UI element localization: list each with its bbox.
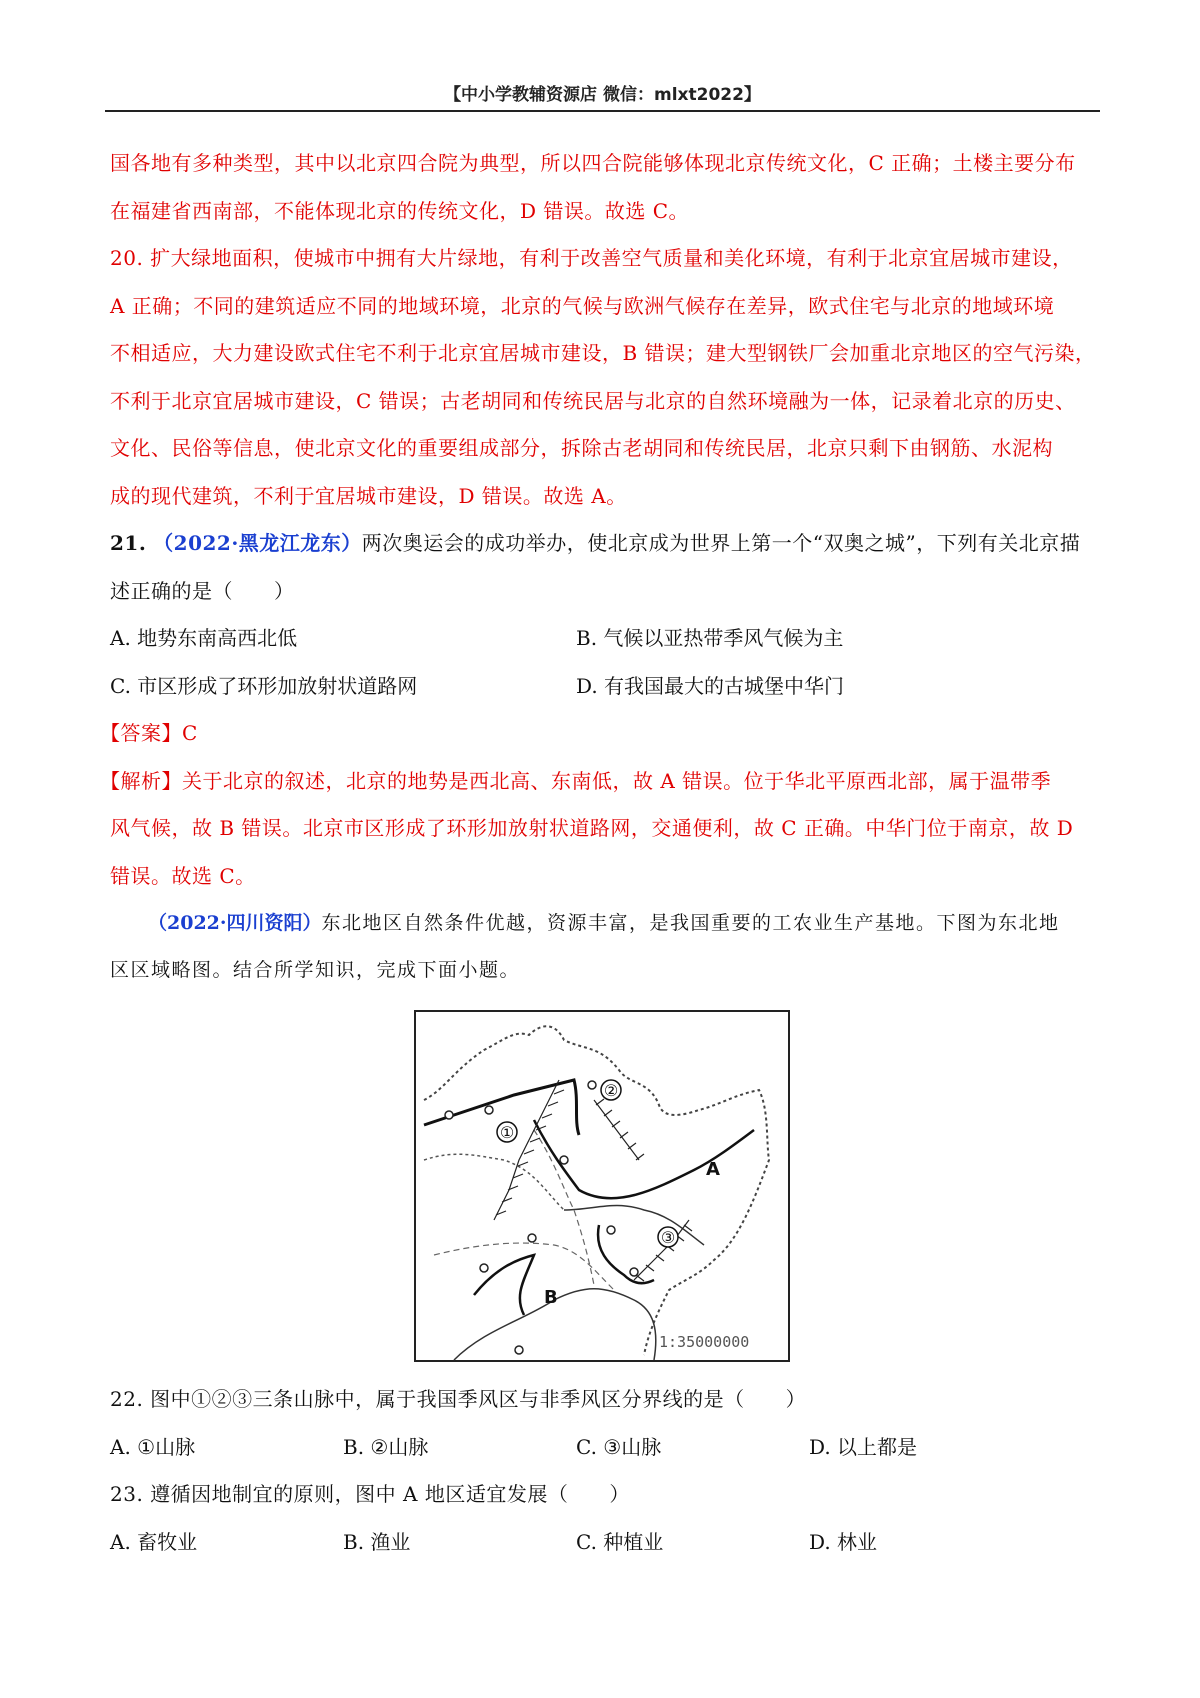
q22-stem: 22. 图中①②③三条山脉中，属于我国季风区与非季风区分界线的是（ ） bbox=[110, 1387, 807, 1411]
label-mountain-2: ② bbox=[603, 1081, 619, 1100]
intro-source: （2022·四川资阳） bbox=[148, 912, 322, 934]
page-header: 【中小学教辅资源店 微信：mlxt2022】 bbox=[444, 85, 761, 105]
q22-options bbox=[110, 1424, 1100, 1472]
northeast-china-map bbox=[414, 1010, 790, 1362]
label-region-b: B bbox=[544, 1287, 558, 1308]
q21-option-c: C. 市区形成了环形加放射状道路网 bbox=[110, 673, 418, 698]
q21-answer-value: C bbox=[182, 721, 198, 745]
q21-answer-label: 【答案】 bbox=[100, 721, 182, 745]
q22-option-b: B. ②山脉 bbox=[343, 1434, 429, 1459]
explanation-19-line-2: 在福建省西南部，不能体现北京的传统文化，D 错误。故选 C。 bbox=[110, 198, 690, 223]
q21-option-a: A. 地势东南高西北低 bbox=[110, 626, 298, 650]
q22-option-c: C. ③山脉 bbox=[576, 1434, 662, 1459]
q21-analysis-line-1 bbox=[100, 758, 1100, 806]
q23-stem: 23. 遵循因地制宜的原则，图中 A 地区适宜发展（ ） bbox=[110, 1482, 630, 1506]
q21-answer bbox=[100, 710, 1100, 758]
intro-text-1: 东北地区自然条件优越，资源丰富，是我国重要的工农业生产基地。下图为东北地 bbox=[321, 912, 1060, 934]
document-body bbox=[100, 140, 1100, 994]
intro-line-1 bbox=[148, 900, 1100, 947]
q21-analysis-line-2: 风气候，故 B 错误。北京市区形成了环形加放射状道路网，交通便利，故 C 正确。中华门位于南京，故 D bbox=[110, 816, 1074, 840]
label-mountain-3: ③ bbox=[660, 1228, 676, 1247]
explanation-20-line-2: A 正确；不同的建筑适应不同的地域环境，北京的气候与欧洲气候存在差异，欧式住宅与北京的地域环境 bbox=[110, 293, 1055, 318]
intro-line-2: 区区域略图。结合所学知识，完成下面小题。 bbox=[110, 959, 521, 981]
q21-stem-line-2: 述正确的是（ ） bbox=[110, 578, 295, 603]
q21-option-d: D. 有我国最大的古城堡中华门 bbox=[576, 673, 845, 698]
q21-analysis-line-3: 错误。故选 C。 bbox=[110, 863, 256, 888]
q21-analysis-label: 【解析】 bbox=[100, 768, 182, 793]
header-divider bbox=[105, 110, 1100, 112]
map-figure bbox=[414, 1010, 790, 1362]
q21-source: （2022·黑龙江龙东） bbox=[153, 531, 362, 555]
explanation-20-line-1: 20. 扩大绿地面积，使城市中拥有大片绿地，有利于改善空气质量和美化环境，有利于北京宜居城市建设， bbox=[110, 246, 1073, 270]
explanation-20-line-3: 不相适应，大力建设欧式住宅不利于北京宜居城市建设，B 错误；建大型钢铁厂会加重北京地区的空气污染， bbox=[110, 341, 1096, 365]
q21-stem-text: 两次奥运会的成功举办，使北京成为世界上第一个“双奥之城”，下列有关北京描 bbox=[361, 531, 1081, 555]
q21-options-row-2 bbox=[110, 663, 1100, 711]
q21-number: 21. bbox=[110, 531, 147, 555]
q23-option-b: B. 渔业 bbox=[343, 1529, 411, 1554]
explanation-20-line-6: 成的现代建筑，不利于宜居城市建设，D 错误。故选 A。 bbox=[110, 483, 627, 508]
questions-below-map bbox=[110, 1376, 1100, 1566]
explanation-19-line-1: 国各地有多种类型，其中以北京四合院为典型，所以四合院能够体现北京传统文化，C 正确；土楼主要分布 bbox=[110, 151, 1076, 175]
label-region-a: A bbox=[706, 1159, 720, 1180]
explanation-20-line-5: 文化、民俗等信息，使北京文化的重要组成部分，拆除古老胡同和传统民居，北京只剩下由钢筋、水泥构 bbox=[110, 436, 1053, 460]
map-scale: 1:35000000 bbox=[659, 1333, 750, 1351]
q23-option-a: A. 畜牧业 bbox=[110, 1529, 198, 1554]
q22-option-d: D. 以上都是 bbox=[809, 1434, 918, 1459]
q21-stem-line-1 bbox=[110, 520, 1100, 568]
q22-option-a: A. ①山脉 bbox=[110, 1434, 196, 1459]
q23-options bbox=[110, 1519, 1100, 1567]
q23-option-d: D. 林业 bbox=[809, 1529, 878, 1554]
label-mountain-1: ① bbox=[499, 1123, 515, 1142]
explanation-20-line-4: 不利于北京宜居城市建设，C 错误；古老胡同和传统民居与北京的自然环境融为一体，记录着北京的历史、 bbox=[110, 388, 1076, 413]
q23-option-c: C. 种植业 bbox=[576, 1529, 664, 1554]
q21-analysis-text-1: 关于北京的叙述，北京的地势是西北高、东南低，故 A 错误。位于华北平原西北部，属于温带季 bbox=[182, 768, 1052, 793]
q21-options-row-1 bbox=[110, 615, 1100, 663]
q21-option-b: B. 气候以亚热带季风气候为主 bbox=[576, 626, 844, 650]
